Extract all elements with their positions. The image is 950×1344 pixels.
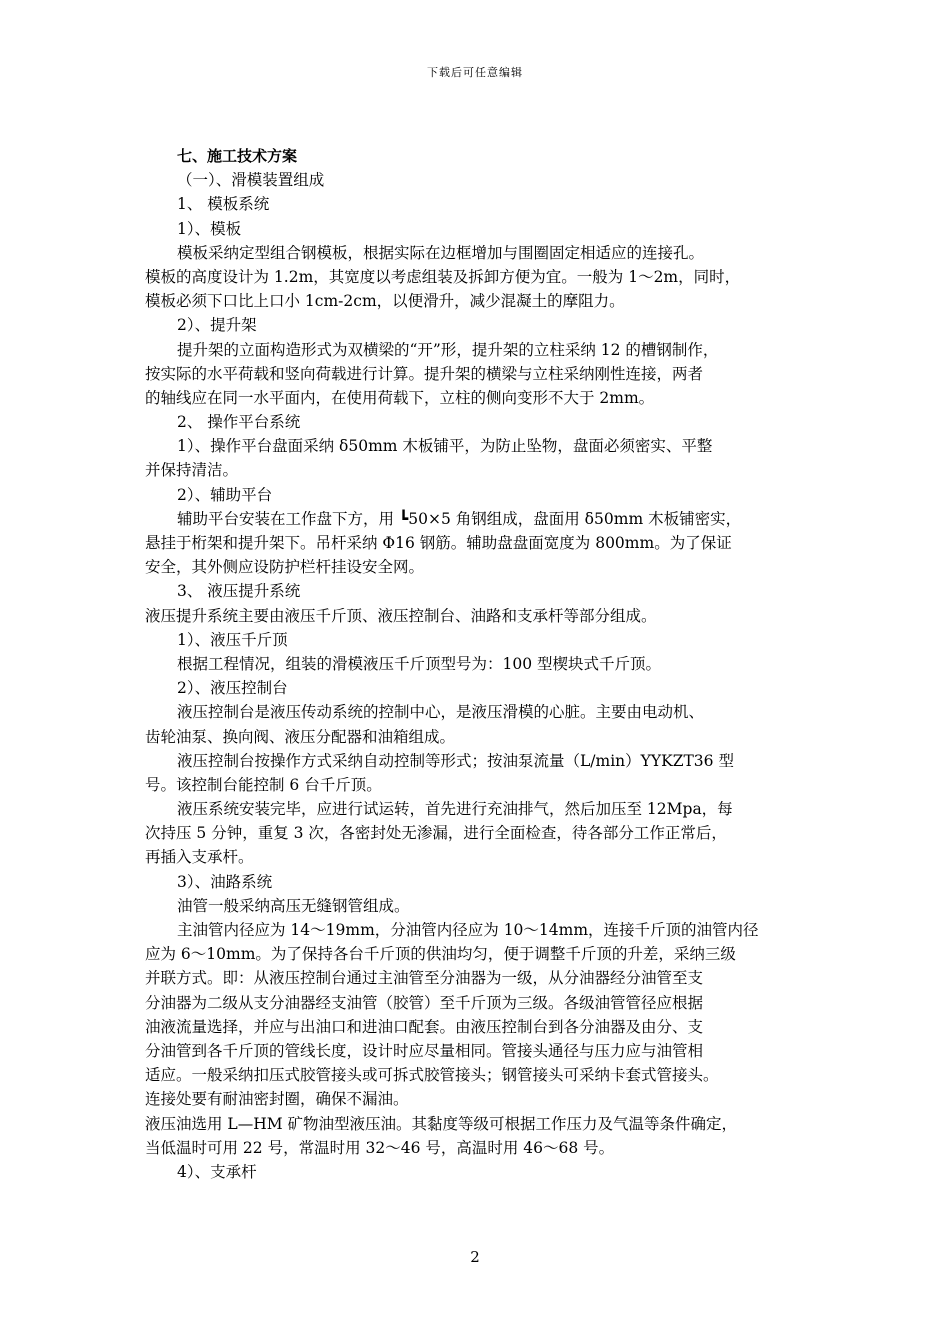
text-line: 模板采纳定型组合钢模板，根据实际在边框增加与围圈固定相适应的连接孔。	[177, 243, 705, 262]
text-line: 并保持清洁。	[145, 461, 239, 480]
text-line: 模板的高度设计为 1.2m，其宽度以考虑组装及拆卸方便为宜。一般为 1～2m，同时，	[145, 267, 741, 286]
text-line: 并联方式。即：从液压控制台通过主油管至分油器为一级，从分油器经分油管至支	[145, 969, 704, 988]
text-line: 3）、油路系统	[177, 872, 273, 891]
text-line: 液压系统安装完毕，应进行试运转，首先进行充油排气，然后加压至 12Mpa，每	[177, 800, 733, 819]
text-line: 适应。一般采纳扣压式胶管接头或可拆式胶管接头；钢管接头可采纳卡套式管接头。	[145, 1066, 719, 1085]
text-line: 分油管到各千斤顶的管线长度，设计时应尽量相同。管接头通径与压力应与油管相	[145, 1041, 704, 1060]
text-line: 再插入支承杆。	[145, 848, 254, 867]
text-line: 1）、液压千斤顶	[177, 630, 288, 649]
text-line: 2、 操作平台系统	[177, 413, 301, 432]
text-line: 辅助平台安装在工作盘下方，用 ┗50×5 角钢组成，盘面用 δ50mm 木板铺密实，	[177, 509, 742, 528]
text-line: 液压控制台按操作方式采纳自动控制等形式；按油泵流量（L/min）YYKZT36 型	[177, 751, 734, 770]
text-line: 安全，其外侧应设防护栏杆挂设安全网。	[145, 558, 425, 577]
text-line: 1）、模板	[177, 219, 242, 238]
text-line: 油管一般采纳高压无缝钢管组成。	[177, 896, 410, 915]
text-line: 液压提升系统主要由液压千斤顶、液压控制台、油路和支承杆等部分组成。	[145, 606, 657, 625]
section-heading: 七、施工技术方案	[177, 147, 298, 165]
text-line: 当低温时可用 22 号，常温时用 32～46 号，高温时用 46～68 号。	[145, 1138, 615, 1157]
text-line: 3、 液压提升系统	[177, 582, 301, 601]
text-line: 提升架的立面构造形式为双横梁的“开”形，提升架的立柱采纳 12 的槽钢制作，	[177, 340, 719, 359]
text-line: 油液流量选择，并应与出油口和进油口配套。由液压控制台到各分油器及由分、支	[145, 1017, 704, 1036]
text-line: 液压油选用 L—HM 矿物油型液压油。其黏度等级可根据工作压力及气温等条件确定，	[145, 1114, 738, 1133]
text-line: 液压控制台是液压传动系统的控制中心，是液压滑模的心脏。主要由电动机、	[177, 703, 705, 722]
text-line: 1）、操作平台盘面采纳 δ50mm 木板铺平，为防止坠物，盘面必须密实、平整	[177, 437, 713, 456]
text-line: 根据工程情况，组装的滑模液压千斤顶型号为：100 型楔块式千斤顶。	[177, 654, 662, 673]
text-line: 按实际的水平荷载和竖向荷载进行计算。提升架的横梁与立柱采纳刚性连接，两者	[145, 364, 704, 383]
document-body	[145, 144, 857, 1184]
text-line: 次持压 5 分钟，重复 3 次，各密封处无渗漏，进行全面检查，待各部分工作正常后，	[145, 824, 727, 843]
text-line: 1、 模板系统	[177, 195, 270, 214]
text-line: 分油器为二级从支分油器经支油管（胶管）至千斤顶为三级。各级油管管径应根据	[145, 993, 704, 1012]
page-number: 2	[470, 1248, 480, 1266]
text-line: 齿轮油泵、换向阀、液压分配器和油箱组成。	[145, 727, 456, 746]
text-line: 2）、提升架	[177, 316, 257, 335]
text-line: 应为 6～10mm。为了保持各台千斤顶的供油均匀，便于调整千斤顶的升差，采纳三级	[145, 945, 736, 964]
text-line: 模板必须下口比上口小 1cm-2cm，以便滑升，减少混凝土的摩阻力。	[145, 292, 625, 311]
text-line: 2）、液压控制台	[177, 679, 288, 698]
page-header: 下载后可任意编辑	[427, 66, 523, 79]
text-line: （一）、滑模装置组成	[177, 171, 325, 190]
text-line: 2）、辅助平台	[177, 485, 273, 504]
text-line: 号。该控制台能控制 6 台千斤顶。	[145, 775, 382, 794]
text-line: 悬挂于桁架和提升架下。吊杆采纳 Φ16 钢筋。辅助盘盘面宽度为 800mm。为了保证	[145, 534, 732, 552]
text-line: 主油管内径应为 14～19mm，分油管内径应为 10～14mm，连接千斤顶的油管内径	[177, 921, 759, 939]
text-line: 4）、支承杆	[177, 1162, 257, 1181]
text-line: 的轴线应在同一水平面内，在使用荷载下，立柱的侧向变形不大于 2mm。	[145, 388, 655, 407]
text-line: 连接处要有耐油密封圈，确保不漏油。	[145, 1090, 409, 1109]
